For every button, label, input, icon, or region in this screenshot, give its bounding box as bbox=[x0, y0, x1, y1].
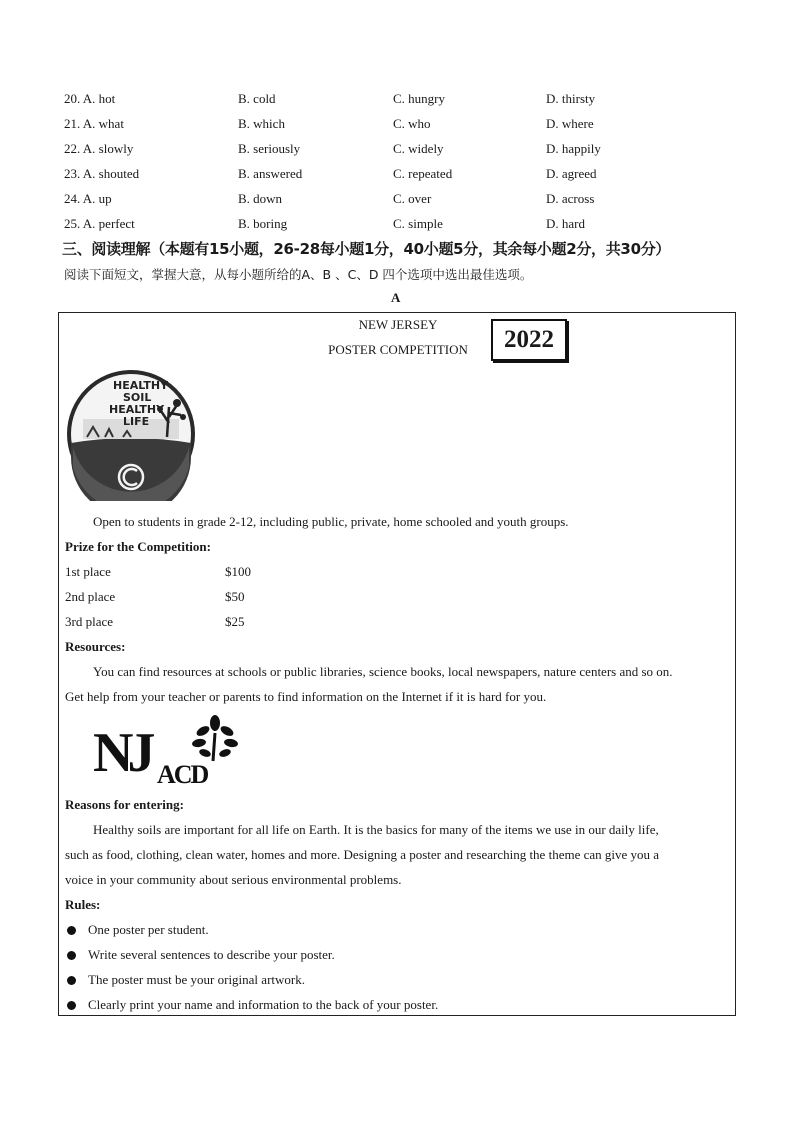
prize-row bbox=[65, 559, 251, 584]
question-row bbox=[64, 114, 744, 134]
rules-heading: Rules: bbox=[65, 897, 101, 912]
passage-label: A bbox=[391, 290, 401, 305]
poster-title-line2: POSTER COMPETITION bbox=[328, 342, 468, 357]
year-badge: 2022 bbox=[491, 319, 567, 361]
question-row bbox=[64, 164, 744, 184]
prize-amount: $25 bbox=[225, 614, 245, 629]
option-c: C. widely bbox=[393, 141, 444, 156]
option-b: B. boring bbox=[238, 216, 288, 231]
logo1-word-2: SOIL bbox=[123, 391, 152, 404]
njacd-logo bbox=[93, 713, 245, 785]
logo2-main: NJ bbox=[93, 722, 150, 784]
question-row bbox=[64, 139, 744, 159]
logo1-word-4: LIFE bbox=[123, 415, 150, 428]
bullet-icon bbox=[67, 926, 76, 935]
rule-text: The poster must be your original artwork. bbox=[88, 972, 305, 987]
reasons-line-3: voice in your community about serious environmental problems. bbox=[65, 872, 402, 887]
option-b: B. seriously bbox=[238, 141, 301, 156]
prize-amount: $100 bbox=[225, 564, 251, 579]
prize-row bbox=[65, 609, 245, 634]
option-d: D. hard bbox=[546, 216, 585, 231]
option-b: B. cold bbox=[238, 91, 276, 106]
resources-heading: Resources: bbox=[65, 639, 126, 654]
logo1-word-3: HEALTHY bbox=[109, 403, 165, 416]
rule-item bbox=[65, 967, 305, 992]
option-d: D. happily bbox=[546, 141, 601, 156]
prize-row bbox=[65, 584, 245, 609]
healthy-soil-logo bbox=[65, 367, 197, 501]
resources-line-2: Get help from your teacher or parents to find information on the Internet if it is hard for you. bbox=[65, 689, 547, 704]
option-c: C. hungry bbox=[393, 91, 445, 106]
reasons-line-1: Healthy soils are important for all life on Earth. It is the basics for many of the items we use in our daily life, bbox=[93, 822, 659, 837]
rule-text: Write several sentences to describe your poster. bbox=[88, 947, 335, 962]
option-b: B. answered bbox=[238, 166, 303, 181]
option-a: 22. A. slowly bbox=[64, 141, 134, 156]
prize-amount: $50 bbox=[225, 589, 245, 604]
poster-box bbox=[58, 312, 736, 1016]
bullet-icon bbox=[67, 976, 76, 985]
rule-item bbox=[65, 917, 209, 942]
option-c: C. simple bbox=[393, 216, 443, 231]
rule-item bbox=[65, 992, 438, 1017]
option-c: C. repeated bbox=[393, 166, 453, 181]
logo1-word-1: HEALTHY bbox=[113, 379, 169, 392]
bullet-icon bbox=[67, 1001, 76, 1010]
question-row bbox=[64, 189, 744, 209]
bullet-icon bbox=[67, 951, 76, 960]
question-row bbox=[64, 89, 744, 109]
option-d: D. agreed bbox=[546, 166, 597, 181]
poster-title-line1: NEW JERSEY bbox=[358, 317, 438, 332]
open-to-text: Open to students in grade 2-12, including public, private, home schooled and youth groups. bbox=[93, 514, 569, 529]
option-a: 20. A. hot bbox=[64, 91, 116, 106]
logo2-sub: ACD bbox=[157, 760, 208, 785]
option-a: 24. A. up bbox=[64, 191, 112, 206]
prize-place: 2nd place bbox=[65, 589, 116, 604]
section-instructions: 阅读下面短文，掌握大意，从每小题所给的A、B 、C、D 四个选项中选出最佳选项。 bbox=[64, 267, 533, 282]
option-b: B. which bbox=[238, 116, 285, 131]
option-b: B. down bbox=[238, 191, 283, 206]
rule-item bbox=[65, 942, 335, 967]
resources-line-1: You can find resources at schools or public libraries, science books, local newspapers, nature centers and so on. bbox=[93, 664, 673, 679]
reasons-line-2: such as food, clothing, clean water, homes and more. Designing a poster and researching the theme can give you a bbox=[65, 847, 660, 862]
option-d: D. across bbox=[546, 191, 595, 206]
prize-place: 3rd place bbox=[65, 614, 114, 629]
option-a: 25. A. perfect bbox=[64, 216, 135, 231]
prize-place: 1st place bbox=[65, 564, 111, 579]
question-row bbox=[64, 214, 744, 234]
option-c: C. who bbox=[393, 116, 431, 131]
option-d: D. where bbox=[546, 116, 594, 131]
option-c: C. over bbox=[393, 191, 432, 206]
prize-heading: Prize for the Competition: bbox=[65, 539, 211, 554]
option-d: D. thirsty bbox=[546, 91, 596, 106]
rule-text: One poster per student. bbox=[88, 922, 209, 937]
section-title: 三、阅读理解（本题有15小题，26-28每小题1分，40小题5分，其余每小题2分，共30分） bbox=[62, 240, 671, 258]
option-a: 21. A. what bbox=[64, 116, 124, 131]
reasons-heading: Reasons for entering: bbox=[65, 797, 184, 812]
rule-text: Clearly print your name and information to the back of your poster. bbox=[88, 997, 439, 1012]
option-a: 23. A. shouted bbox=[64, 166, 140, 181]
